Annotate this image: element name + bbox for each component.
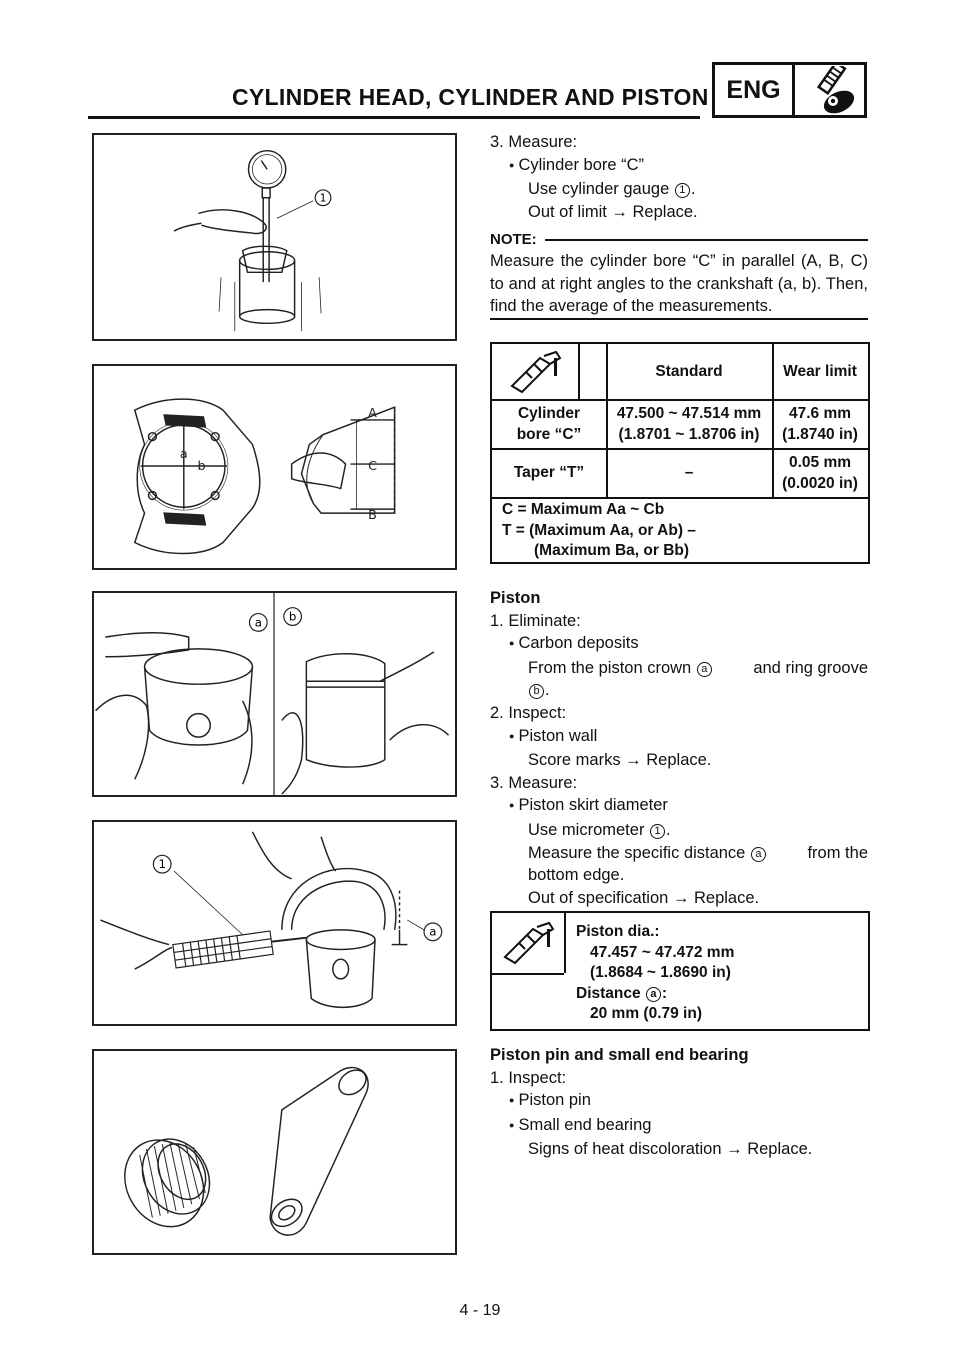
spec-value: 20 mm (0.79 in) bbox=[590, 1005, 702, 1022]
fig2-label-B: B bbox=[368, 507, 377, 523]
fig1-callout-1: 1 bbox=[319, 191, 327, 205]
fig3-callout-b: b bbox=[288, 609, 297, 624]
ref-callout: a bbox=[646, 987, 661, 1002]
cylinder-measure-section bbox=[490, 131, 868, 223]
step-heading: 3. Measure: bbox=[490, 773, 578, 792]
measurement-positions-diagram bbox=[94, 366, 455, 568]
micrometer-illustration bbox=[94, 822, 455, 1024]
cylinder-spec-table bbox=[490, 342, 870, 564]
spec-label: Distance a : bbox=[576, 984, 668, 1002]
page-title: CYLINDER HEAD, CYLINDER AND PISTON bbox=[232, 84, 709, 110]
instruction-line: Out of limit → Replace. bbox=[528, 202, 698, 221]
fig4-callout-a: a bbox=[429, 924, 437, 939]
bullet-item: ● Piston pin bbox=[490, 1089, 868, 1114]
cylinder-gauge-illustration bbox=[94, 135, 455, 339]
row-label-taper: Taper “T” bbox=[513, 464, 585, 481]
piston-spec-text bbox=[576, 922, 734, 1025]
row-label-cylinder-bore: Cylinder bore “C” bbox=[516, 404, 582, 443]
note-end-rule bbox=[490, 318, 868, 320]
cylinder-bore-wear-limit: 47.6 mm (1.8740 in) bbox=[782, 404, 858, 443]
bullet-item: ● Cylinder bore “C” bbox=[490, 154, 868, 179]
column-header-standard: Standard bbox=[655, 363, 723, 380]
fig2-label-A: A bbox=[368, 405, 377, 421]
ref-callout: a bbox=[697, 662, 712, 677]
piston-spec-box bbox=[490, 911, 870, 1031]
figure-cylinder-gauge bbox=[92, 133, 457, 341]
caliper-icon bbox=[497, 921, 559, 970]
fig4-callout-1: 1 bbox=[158, 857, 166, 872]
spec-label: Piston dia.: bbox=[576, 923, 660, 940]
taper-wear-limit: 0.05 mm (0.0020 in) bbox=[782, 453, 858, 492]
formula-t-cont: (Maximum Ba, or Bb) bbox=[534, 542, 690, 559]
note-text: Measure the cylinder bore “C” in parallel (A, B, C) to and at right angles to the crankshaft (a, b). Then, find the average of the measurements. bbox=[490, 252, 868, 316]
fig2-label-a: a bbox=[179, 447, 188, 463]
note-label: NOTE: bbox=[490, 231, 537, 248]
piston-section bbox=[490, 587, 868, 909]
formula-t: T = (Maximum Aa, or Ab) – bbox=[502, 521, 696, 539]
instruction-line: b . bbox=[490, 679, 868, 702]
wrench-icon bbox=[795, 65, 864, 115]
bullet-item: ● Piston wall bbox=[490, 725, 868, 750]
fig2-label-b: b bbox=[197, 458, 206, 474]
instruction-line: Score marks → Replace. bbox=[528, 751, 712, 770]
section-badge bbox=[712, 62, 867, 118]
step-heading: 2. Inspect: bbox=[490, 703, 567, 722]
step-heading: 3. Measure: bbox=[490, 133, 578, 151]
section-badge-label: ENG bbox=[715, 65, 795, 115]
ref-callout: b bbox=[529, 684, 544, 699]
spec-value: (1.8684 ~ 1.8690 in) bbox=[590, 964, 731, 981]
piston-pin-section bbox=[490, 1044, 868, 1161]
carbon-removal-illustration bbox=[94, 593, 455, 795]
fig3-callout-a: a bbox=[254, 615, 262, 630]
ref-callout: a bbox=[751, 847, 766, 862]
figure-measurement-positions bbox=[92, 364, 457, 570]
ref-callout: 1 bbox=[650, 824, 665, 839]
fig2-label-C: C bbox=[368, 458, 378, 474]
instruction-line: Use micrometer 1 . bbox=[528, 820, 671, 839]
section-heading-piston-pin: Piston pin and small end bearing bbox=[490, 1046, 749, 1064]
instruction-line: bottom edge. bbox=[528, 866, 625, 885]
bullet-item: ● Carbon deposits bbox=[490, 632, 868, 657]
section-heading-piston: Piston bbox=[490, 589, 541, 607]
header-rule bbox=[88, 116, 700, 119]
spec-value: 47.457 ~ 47.472 mm bbox=[590, 943, 735, 961]
figure-carbon-removal bbox=[92, 591, 457, 797]
cylinder-bore-standard: 47.500 ~ 47.514 mm (1.8701 ~ 1.8706 in) bbox=[616, 404, 762, 443]
instruction-line: Measure the specific distance a from the bbox=[528, 843, 868, 862]
ref-callout: 1 bbox=[675, 183, 690, 198]
figure-micrometer bbox=[92, 820, 457, 1026]
figure-piston-pin-bearing bbox=[92, 1049, 457, 1255]
note-rule bbox=[545, 239, 868, 241]
instruction-line: Out of specification → Replace. bbox=[528, 888, 760, 907]
note-header bbox=[490, 231, 868, 248]
formula-c: C = Maximum Aa ~ Cb bbox=[502, 501, 665, 518]
formula-block bbox=[502, 500, 696, 562]
column-header-wear-limit: Wear limit bbox=[783, 363, 857, 380]
instruction-line: Use cylinder gauge 1 . bbox=[528, 180, 696, 199]
step-heading: 1. Eliminate: bbox=[490, 611, 581, 630]
page-number: 4 - 19 bbox=[459, 1302, 501, 1319]
caliper-icon bbox=[492, 344, 578, 399]
step-heading: 1. Inspect: bbox=[490, 1068, 567, 1087]
taper-standard: – bbox=[684, 464, 694, 481]
instruction-line: From the piston crown a and ring groove bbox=[528, 658, 868, 677]
instruction-line: Signs of heat discoloration → Replace. bbox=[528, 1140, 813, 1159]
bullet-item: ● Piston skirt diameter bbox=[490, 794, 868, 819]
piston-pin-bearing-illustration bbox=[94, 1051, 455, 1253]
bullet-item: ● Small end bearing bbox=[490, 1114, 868, 1139]
